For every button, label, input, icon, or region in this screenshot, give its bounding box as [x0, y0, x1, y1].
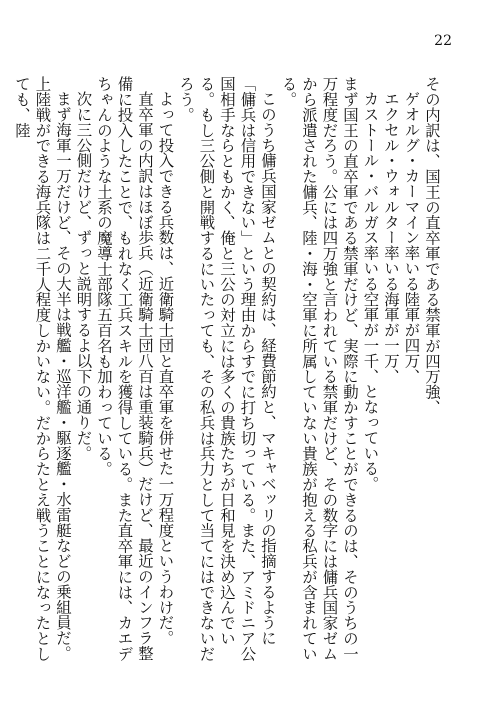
page-number: 22 [434, 33, 452, 49]
paragraph: ゲオルグ・カーマイン率いる陸軍が四万、 [402, 91, 421, 384]
paragraph: よって投入できる兵数は、近衛騎士団と直卒軍を併せた一万程度というわけだ。 [156, 91, 175, 646]
paragraph: まず国王の直卒軍である禁軍だけど、実際に動かすことができるのは、そのうちの一万程度だろう。公には四万強と言われている禁軍だけど、その数字には傭兵国家ゼムから派遣された傭兵、陸・海・空軍に所属していない貴族が抱える私兵が含まれている。 [279, 76, 359, 662]
paragraph: カストール・バルガス率いる空軍が一千、となっている。 [361, 91, 380, 492]
paragraph: このうち傭兵国家ゼムとの契約は、経費節約と、マキャベッリの指摘するように「傭兵は信用できない」という理由からすでに打ち切っている。また、アミドニア公国相手ならともかく、俺と三公の対立には多くの貴族たちが日和見を決め込んでいる。もし三公側と開戦するにいたっても、その私兵は兵力として当てにはできないだろう。 [177, 76, 277, 662]
paragraph: 直卒軍の内訳はほぼ歩兵（近衛騎士団八百は重装騎兵）だけど、最近のインフラ整備に投入したことで、もれなく工兵スキルを獲得している。また直卒軍には、カエデちゃんのような土系の魔導士部隊五百名も加わっている。 [95, 76, 154, 662]
paragraph: その内訳は、国王の直卒軍である禁軍が四万強、 [423, 76, 441, 415]
vertical-text-block [12, 76, 443, 676]
paragraph: 次に三公側だけど、ずっと説明するよ以下の通りだ。 [74, 91, 93, 461]
paragraph: エクセル・ウォルター率いる海軍が一万、 [382, 91, 400, 384]
paragraph: まず海軍一万だけど、その大半は戦艦・巡洋艦・駆逐艦・水雷艇などの乗組員だ。上陸戦ができる海兵隊は二千人程度しかいない。だからたとえ戦うことになったとしても、陸 [13, 76, 72, 662]
